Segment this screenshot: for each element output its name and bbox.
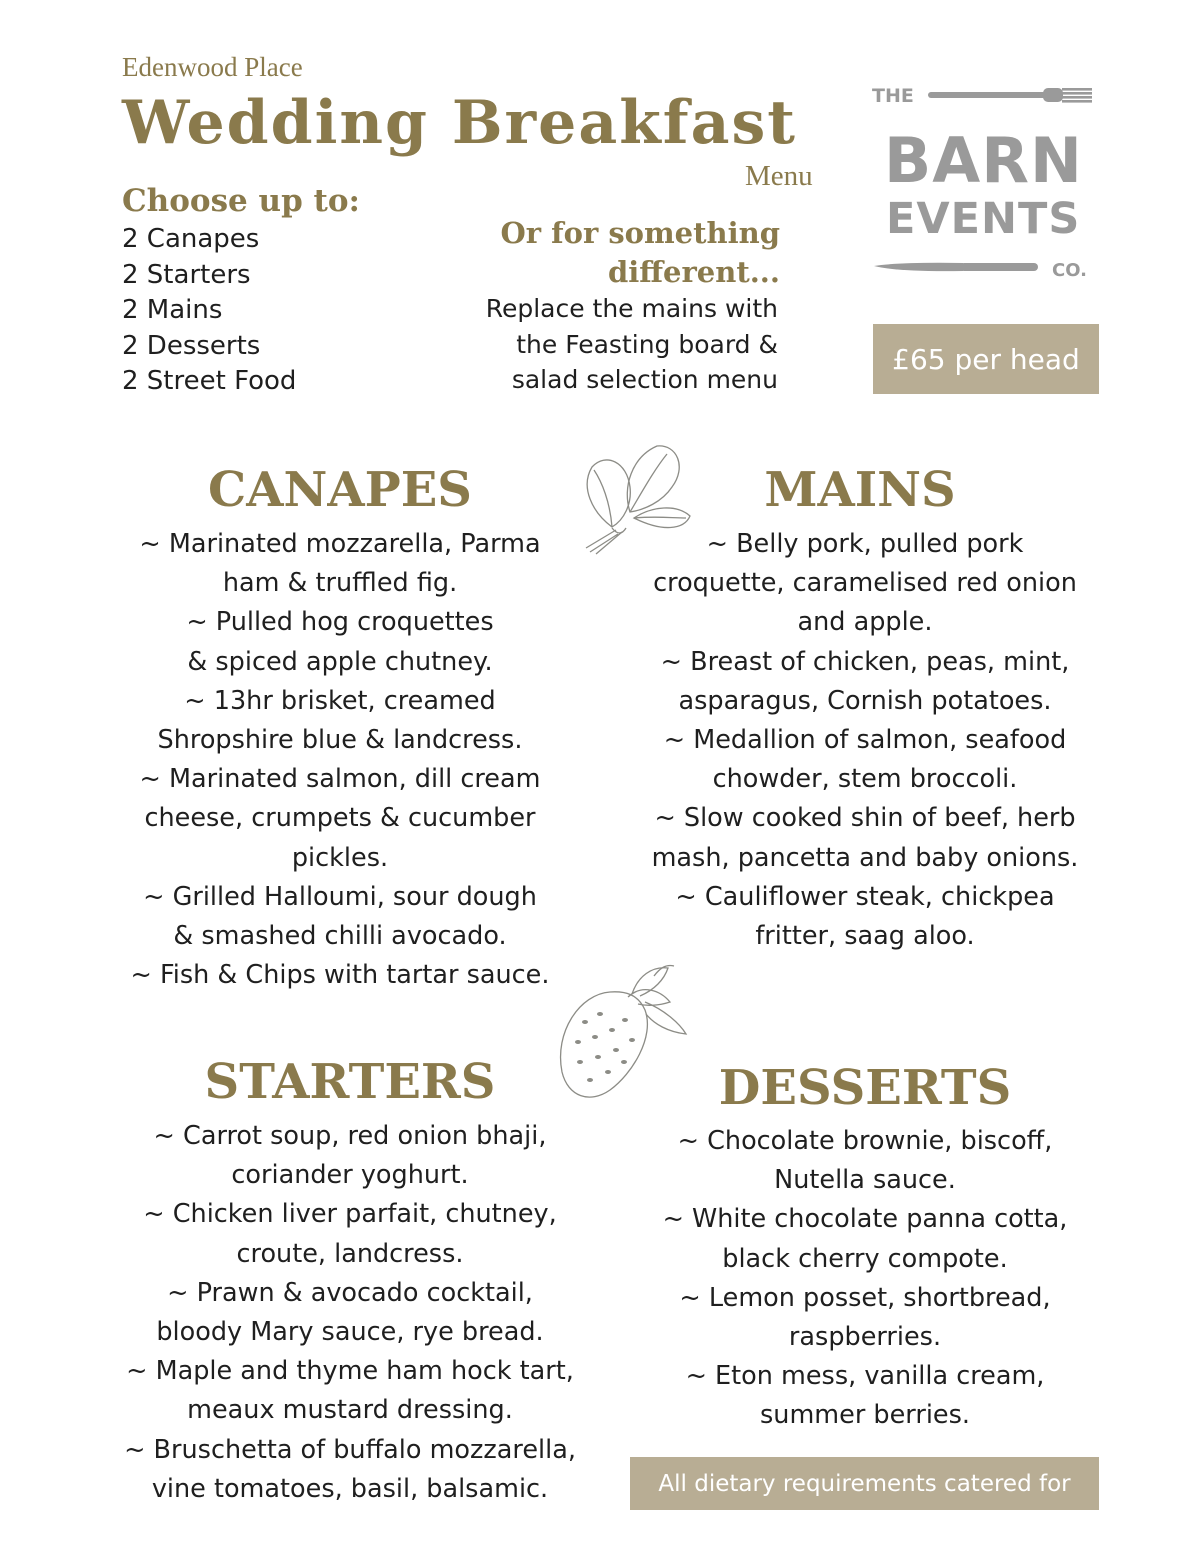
alternative-line: salad selection menu: [511, 365, 778, 394]
list-item: and apple.: [797, 607, 933, 638]
list-item: vine tomatoes, basil, balsamic.: [151, 1473, 549, 1504]
choose-heading: Choose up to:: [122, 183, 360, 219]
alternative-body: [420, 291, 778, 398]
list-item: asparagus, Cornish potatoes.: [678, 685, 1052, 716]
alternative-line: the Feasting board &: [516, 329, 778, 359]
list-item: ~ Pulled hog croquettes: [186, 607, 494, 638]
alternative-heading-line: Or for something: [500, 216, 780, 250]
list-item: ~ Cauliflower steak, chickpea: [675, 881, 1055, 912]
list-item: Shropshire blue & landcress.: [157, 725, 523, 756]
alternative-line: Replace the mains with: [485, 294, 778, 323]
logo-events: EVENTS: [886, 194, 1081, 244]
desserts-list: [630, 1122, 1100, 1436]
list-item: ~ Marinated mozzarella, Parma: [139, 529, 541, 559]
price-badge: £65 per head: [873, 324, 1099, 394]
list-item: ~ Prawn & avocado cocktail,: [167, 1277, 533, 1308]
list-item: ~ Chicken liver parfait, chutney,: [143, 1199, 557, 1230]
list-item: ~ Maple and thyme ham hock tart,: [126, 1356, 574, 1387]
list-item: coriander yoghurt.: [231, 1160, 469, 1191]
choose-item: 2 Canapes: [122, 224, 260, 254]
list-item: ~ Medallion of salmon, seafood: [663, 725, 1067, 756]
page-title: Wedding Breakfast: [122, 88, 797, 158]
list-item: ~ Carrot soup, red onion bhaji,: [153, 1121, 547, 1151]
list-item: & smashed chilli avocado.: [173, 921, 507, 952]
list-item: ~ White chocolate panna cotta,: [662, 1204, 1068, 1235]
list-item: meaux mustard dressing.: [187, 1395, 513, 1426]
mains-list: [620, 525, 1110, 956]
canapes-list: [100, 525, 580, 995]
logo-barn: BARN: [884, 124, 1083, 197]
list-item: ~ Belly pork, pulled pork: [706, 529, 1024, 559]
logo-the: THE: [872, 85, 914, 107]
list-item: croquette, caramelised red onion: [653, 568, 1077, 599]
fork-icon: [928, 88, 1092, 103]
list-item: mash, pancetta and baby onions.: [651, 842, 1079, 873]
list-item: ham & truffled fig.: [222, 568, 458, 599]
list-item: ~ Fish & Chips with tartar sauce.: [130, 960, 550, 991]
list-item: pickles.: [291, 842, 389, 873]
desserts-heading: DESSERTS: [718, 1060, 1012, 1116]
list-item: ~ 13hr brisket, creamed: [184, 685, 496, 716]
list-item: ~ Grilled Halloumi, sour dough: [143, 881, 537, 912]
list-item: ~ Slow cooked shin of beef, herb: [654, 803, 1076, 834]
list-item: cheese, crumpets & cucumber: [144, 803, 536, 834]
list-item: raspberries.: [788, 1322, 942, 1353]
dietary-badge: All dietary requirements catered for: [630, 1457, 1099, 1510]
list-item: bloody Mary sauce, rye bread.: [156, 1317, 544, 1348]
list-item: croute, landcress.: [236, 1238, 464, 1269]
list-item: fritter, saag aloo.: [755, 921, 975, 952]
alternative-heading-line: different...: [607, 255, 780, 289]
logo-co: CO.: [1052, 260, 1087, 281]
list-item: & spiced apple chutney.: [187, 646, 493, 677]
list-item: summer berries.: [760, 1400, 970, 1431]
list-item: chowder, stem broccoli.: [712, 764, 1018, 795]
canapes-heading: CANAPES: [208, 462, 472, 518]
starters-list: [95, 1117, 605, 1509]
list-item: ~ Marinated salmon, dill cream: [139, 764, 541, 795]
list-item: ~ Eton mess, vanilla cream,: [685, 1361, 1045, 1392]
alternative-heading: [420, 214, 780, 292]
choose-list: [122, 222, 296, 400]
list-item: black cherry compote.: [722, 1243, 1008, 1274]
venue-name: Edenwood Place: [122, 52, 303, 82]
list-item: ~ Breast of chicken, peas, mint,: [660, 646, 1070, 677]
mains-heading: MAINS: [764, 462, 956, 518]
list-item: ~ Chocolate brownie, biscoff,: [677, 1126, 1053, 1156]
choose-item: 2 Starters: [122, 259, 251, 290]
list-item: ~ Lemon posset, shortbread,: [679, 1282, 1051, 1313]
list-item: Nutella sauce.: [774, 1165, 956, 1196]
list-item: ~ Bruschetta of buffalo mozzarella,: [124, 1434, 576, 1465]
knife-icon: [874, 263, 1038, 271]
starters-heading: STARTERS: [204, 1054, 496, 1110]
page-subtitle: Menu: [745, 160, 813, 192]
choose-item: 2 Mains: [122, 295, 223, 325]
choose-item: 2 Desserts: [122, 330, 261, 361]
choose-item: 2 Street Food: [122, 366, 297, 396]
